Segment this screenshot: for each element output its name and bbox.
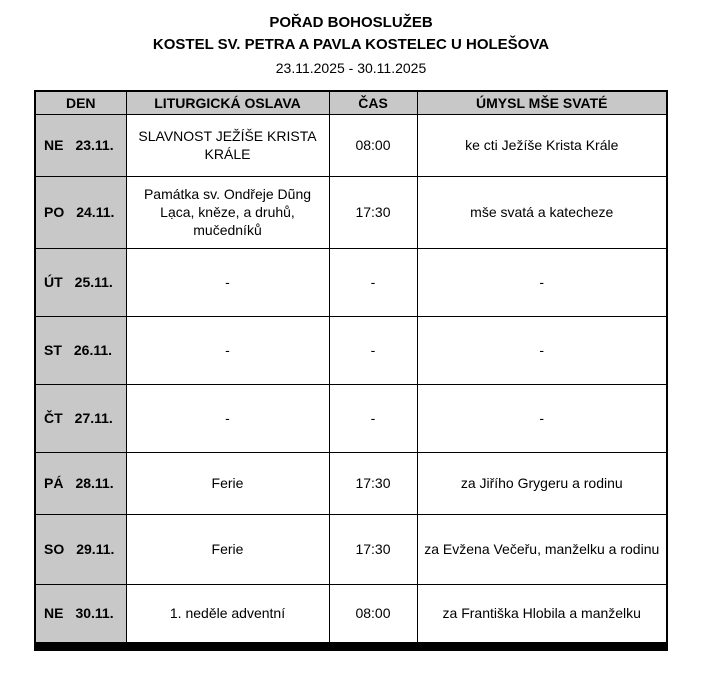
celebration-cell: Ferie: [126, 514, 329, 584]
date-range: 23.11.2025 - 30.11.2025: [275, 59, 427, 76]
schedule-table: [34, 90, 668, 651]
column-header-umysl: ÚMYSL MŠE SVATÉ: [417, 91, 667, 115]
day-cell: [35, 114, 126, 176]
celebration-cell: -: [126, 384, 329, 452]
day-cell: [35, 452, 126, 514]
column-header-oslava: LITURGICKÁ OSLAVA: [126, 91, 329, 115]
day-cell: [35, 584, 126, 646]
day-cell: [35, 514, 126, 584]
celebration-cell: -: [126, 248, 329, 316]
intention-cell: -: [417, 384, 667, 452]
day-date: 23.11.: [75, 137, 114, 154]
intention-cell: -: [417, 316, 667, 384]
day-date: 30.11.: [75, 605, 114, 622]
celebration-cell: -: [126, 316, 329, 384]
day-abbr: NE: [44, 137, 64, 154]
table-row: [35, 452, 667, 514]
day-date: 26.11.: [73, 342, 113, 359]
column-header-cas: ČAS: [329, 91, 417, 115]
day-cell: [35, 384, 126, 452]
day-abbr: ČT: [44, 410, 63, 427]
intention-cell: -: [417, 248, 667, 316]
intention-cell: za Jiřího Grygeru a rodinu: [417, 452, 667, 514]
celebration-cell: SLAVNOST JEŽÍŠE KRISTA KRÁLE: [126, 114, 329, 176]
table-row: [35, 514, 667, 584]
time-cell: -: [329, 248, 417, 316]
time-cell: 08:00: [329, 114, 417, 176]
time-cell: 17:30: [329, 452, 417, 514]
day-abbr: ST: [44, 342, 62, 359]
intention-cell: ke cti Ježíše Krista Krále: [417, 114, 667, 176]
celebration-cell: Památka sv. Ondřeje Dũng Lạca, kněze, a druhů, mučedníků: [126, 176, 329, 248]
intention-cell: za Františka Hlobila a manželku: [417, 584, 667, 646]
table-row: [35, 384, 667, 452]
day-date: 29.11.: [76, 541, 115, 558]
column-header-den: DEN: [35, 91, 126, 115]
time-cell: 08:00: [329, 584, 417, 646]
page-title: POŘAD BOHOSLUŽEB: [269, 14, 433, 31]
table-row: [35, 248, 667, 316]
day-date: 27.11.: [74, 410, 113, 427]
day-abbr: NE: [44, 605, 64, 622]
table-row: [35, 176, 667, 248]
table-row: [35, 114, 667, 176]
time-cell: 17:30: [329, 176, 417, 248]
day-cell: [35, 316, 126, 384]
intention-cell: mše svatá a katecheze: [417, 176, 667, 248]
day-cell: [35, 248, 126, 316]
day-date: 25.11.: [74, 274, 113, 291]
table-row: [35, 316, 667, 384]
day-abbr: PÁ: [44, 475, 64, 492]
intention-cell: za Evžena Večeřu, manželku a rodinu: [417, 514, 667, 584]
day-date: 24.11.: [76, 204, 115, 221]
page-subtitle: KOSTEL SV. PETRA A PAVLA KOSTELEC U HOLEŠOVA: [152, 35, 550, 53]
header-row: [35, 91, 667, 115]
time-cell: -: [329, 316, 417, 384]
celebration-cell: 1. neděle adventní: [126, 584, 329, 646]
celebration-cell: Ferie: [126, 452, 329, 514]
day-cell: [35, 176, 126, 248]
day-abbr: ÚT: [44, 274, 63, 291]
day-abbr: PO: [44, 204, 65, 221]
table-row: [35, 584, 667, 646]
time-cell: -: [329, 384, 417, 452]
time-cell: 17:30: [329, 514, 417, 584]
day-date: 28.11.: [75, 475, 114, 492]
day-abbr: SO: [44, 541, 65, 558]
